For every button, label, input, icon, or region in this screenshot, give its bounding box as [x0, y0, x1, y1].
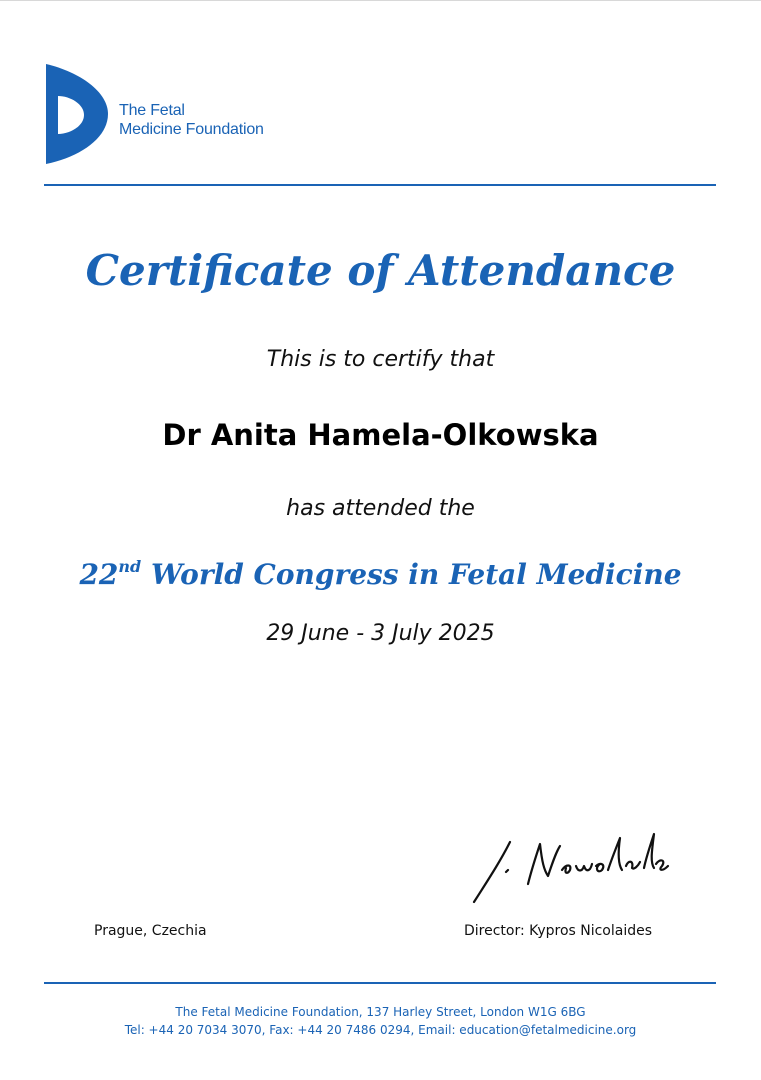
certificate-title: Certificate of Attendance — [85, 246, 676, 295]
event-ordinal: nd — [118, 557, 142, 576]
event-title — [0, 556, 761, 594]
event-number: 22 — [79, 558, 119, 591]
header-divider — [44, 184, 716, 186]
director-name: Director: Kypros Nicolaides — [464, 923, 653, 939]
director-signature — [468, 812, 674, 908]
organization-logo-text — [119, 101, 264, 139]
logo-line-2: Medicine Foundation — [119, 121, 264, 138]
attended-statement: has attended the — [286, 496, 475, 521]
recipient-name: Dr Anita Hamela-Olkowska — [162, 418, 599, 452]
footer-address: The Fetal Medicine Foundation, 137 Harley Street, London W1G 6BG — [175, 1005, 586, 1019]
page-top-border — [0, 0, 761, 1]
fmf-logo-icon — [44, 62, 110, 166]
event-dates: 29 June - 3 July 2025 — [266, 621, 495, 646]
logo-line-1: The Fetal — [119, 102, 185, 119]
footer-divider — [44, 982, 716, 984]
event-location: Prague, Czechia — [94, 923, 207, 939]
footer-contact: Tel: +44 20 7034 3070, Fax: +44 20 7486 0294, Email: education@fetalmedicine.org — [124, 1023, 637, 1037]
event-name: World Congress in Fetal Medicine — [141, 558, 682, 591]
certify-statement: This is to certify that — [266, 347, 495, 372]
